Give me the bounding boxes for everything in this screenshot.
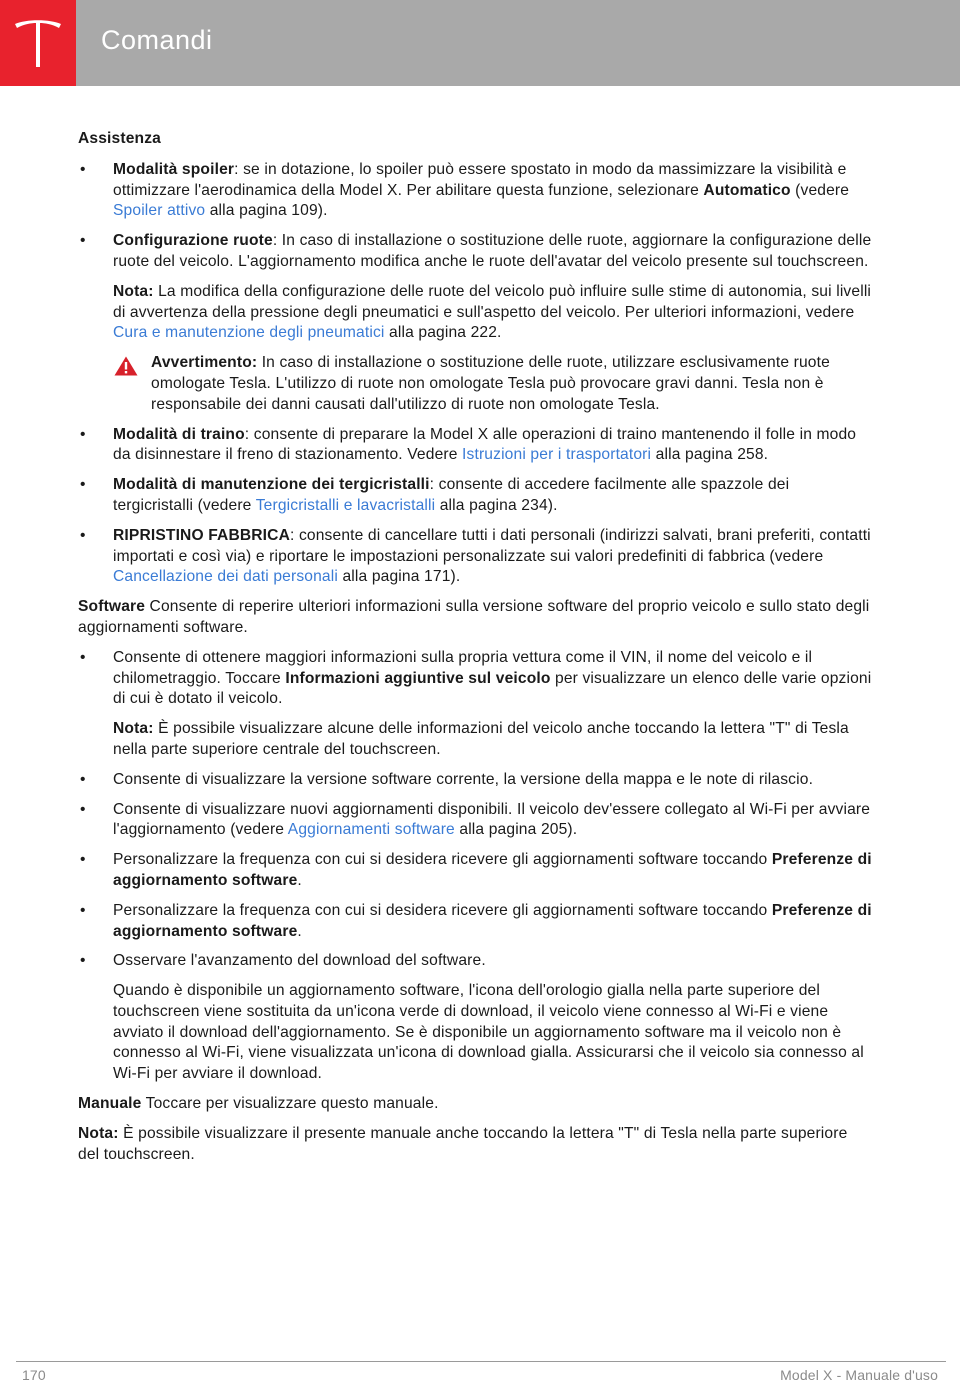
software-item-preferences: • Personalizzare la frequenza con cui si desidera ricevere gli aggiornamenti software toccando Preferenze di aggiornamento software.: [78, 850, 873, 892]
list-item-factory-reset: • RIPRISTINO FABBRICA: consente di cancellare tutti i dati personali (indirizzi salvati, brani preferiti, contatti importati e così via) e riportare le impostazioni personalizzate sui valori predefiniti di fabbrica (vedere Cancellazione dei dati personali alla pagina 171).: [78, 526, 873, 588]
software-item-download-progress: • Osservare l'avanzamento del download del software.: [78, 951, 873, 972]
note-wheels: Nota: La modifica della configurazione delle ruote del veicolo può influire sulle stime di autonomia, sui livelli di avvertenza della pressione degli pneumatici e sull'aspetto del veicolo. Per ulteriori informazioni, vedere Cura e manutenzione degli pneumatici alla pagina 222.: [113, 282, 872, 342]
link-software-updates[interactable]: Aggiornamenti software: [287, 821, 455, 839]
page-header: [0, 0, 960, 86]
software-paragraph: Software Consente di reperire ulteriori informazioni sulla versione software del proprio veicolo e sullo stato degli aggiornamenti software.: [78, 598, 870, 636]
warning-triangle-icon: [114, 356, 138, 376]
list-item-tow-mode: • Modalità di traino: consente di preparare la Model X alle operazioni di traino mantenendo il folle in modo da disinnestare il freno di stazionamento. Vedere Istruzioni per i trasportatori alla pagina 258.: [78, 425, 873, 467]
list-item-wheel-config: • Configurazione ruote: In caso di installazione o sostituzione delle ruote, aggiornare la configurazione delle ruote del veicolo. L'aggiornamento modifica anche le ruote dell'avatar del veicolo presente sul touchscreen.: [78, 231, 873, 273]
software-item-vehicle-info: • Consente di ottenere maggiori informazioni sulla propria vettura come il VIN, il nome del veicolo e il chilometraggio. Toccare Informazioni aggiuntive sul veicolo per visualizzare un elenco delle varie opzioni di cui è dotato il veicolo.: [78, 648, 873, 710]
software-item-updates: • Consente di visualizzare nuovi aggiornamenti disponibili. Il veicolo dev'essere collegato al Wi-Fi per avviare l'aggiornamento (vedere Aggiornamenti software alla pagina 205).: [78, 800, 873, 842]
page-number: 170: [22, 1367, 46, 1383]
tesla-t-logo-icon: [14, 18, 62, 68]
link-spoiler-attivo[interactable]: Spoiler attivo: [113, 202, 206, 220]
final-note: Nota: È possibile visualizzare il presente manuale anche toccando la lettera "T" di Tesla nella parte superiore del touchscreen.: [78, 1124, 848, 1163]
note-vehicle-info: Nota: È possibile visualizzare alcune delle informazioni del veicolo anche toccando la lettera "T" di Tesla nella parte superiore centrale del touchscreen.: [113, 720, 849, 758]
list-item-spoiler: • Modalità spoiler: se in dotazione, lo spoiler può essere spostato in modo da massimizzare la visibilità e ottimizzare l'aerodinamica della Model X. Per abilitare questa funzione, selezionare Automatico (vedere Spoiler attivo alla pagina 109).: [78, 160, 873, 222]
link-wipers[interactable]: Tergicristalli e lavacristalli: [255, 496, 436, 514]
tesla-logo: [0, 0, 76, 86]
software-item-preferences-repeat: • Personalizzare la frequenza con cui si desidera ricevere gli aggiornamenti software toccando Preferenze di aggiornamento software.: [78, 901, 873, 943]
list-item-wiper-service: • Modalità di manutenzione dei tergicristalli: consente di accedere facilmente alle spazzole dei tergicristalli (vedere Tergicristalli e lavacristalli alla pagina 234).: [78, 475, 873, 517]
footer-title: Model X - Manuale d'uso: [780, 1367, 938, 1383]
link-tire-care[interactable]: Cura e manutenzione degli pneumatici: [113, 324, 385, 342]
manual-paragraph: Manuale Toccare per visualizzare questo manuale.: [78, 1095, 439, 1113]
software-item-version: • Consente di visualizzare la versione software corrente, la versione della mappa e le note di rilascio.: [78, 770, 873, 791]
footer-divider: [16, 1361, 946, 1362]
warning-box: Avvertimento: In caso di installazione o sostituzione delle ruote, utilizzare esclusivamente ruote omologate Tesla. L'utilizzo di ruote non omologate Tesla può provocare gravi danni. Tesla non è responsabile dei danni causati dall'utilizzo di ruote non omologate Tesla.: [78, 353, 873, 415]
page-content: [78, 129, 873, 1174]
link-transport-instructions[interactable]: Istruzioni per i trasportatori: [462, 446, 652, 464]
page-title: Comandi: [101, 25, 213, 55]
download-paragraph: Quando è disponibile un aggiornamento software, l'icona dell'orologio gialla nella parte superiore del touchscreen viene sostituita da un'icona verde di download, il veicolo viene connesso al Wi-Fi e viene avviato il download dell'aggiornamento. Se è disponibile un aggiornamento software ma il veicolo non è connesso al Wi-Fi, viene visualizzata un'icona di download gialla. Assicurarsi che il veicolo sia connesso al Wi-Fi per avviare il download.: [113, 982, 864, 1083]
section-title: Assistenza: [78, 130, 161, 147]
link-erase-personal-data[interactable]: Cancellazione dei dati personali: [113, 568, 338, 586]
